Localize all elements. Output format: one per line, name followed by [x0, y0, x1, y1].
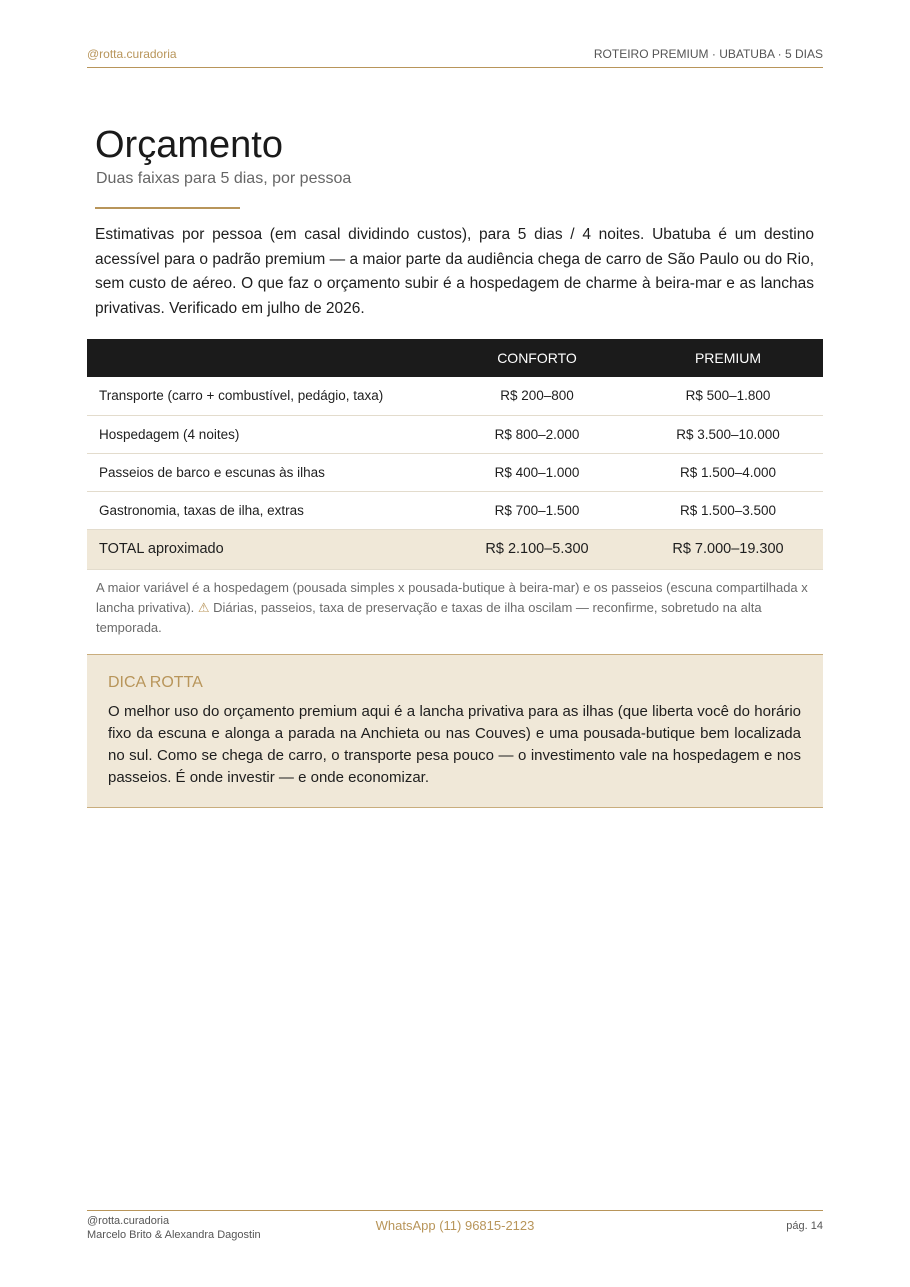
- footer-authors: Marcelo Brito & Alexandra Dagostin: [87, 1229, 261, 1241]
- row-premium-value: R$ 1.500–3.500: [633, 491, 823, 529]
- header-brand: @rotta.curadoria: [87, 47, 177, 61]
- tip-body: O melhor uso do orçamento premium aqui é a lancha privativa para as ilhas (que liberta você do horário fixo da escuna e alonga a parada na Anchieta ou nas Couves) e uma pousada-butique bem localizada no sul. Como se chega de carro, o transporte pesa pouco — o investimento vale na hospedagem e nos passeios. É onde investir — e onde economizar.: [108, 703, 801, 786]
- title-divider: [95, 207, 240, 209]
- table-row: [87, 415, 823, 453]
- intro-paragraph: Estimativas por pessoa (em casal dividindo custos), para 5 dias / 4 noites. Ubatuba é um destino acessível para o padrão premium — a maior parte da audiência chega de carro de São Paulo ou do Rio, sem custo de aéreo. O que faz o orçamento subir é a hospedagem de charme à beira-mar e as lanchas privativas. Verificado em julho de 2026.: [95, 226, 814, 317]
- footer-brand: @rotta.curadoria: [87, 1215, 170, 1227]
- page-footer: [87, 1210, 823, 1250]
- row-conforto-value: R$ 200–800: [441, 377, 633, 415]
- page-subtitle: Duas faixas para 5 dias, por pessoa: [96, 170, 352, 187]
- row-label: Transporte (carro + combustível, pedágio, taxa): [87, 377, 441, 415]
- budget-note: [96, 578, 812, 638]
- row-conforto-value: R$ 700–1.500: [441, 491, 633, 529]
- table-header-row: [87, 339, 823, 377]
- header-doc-label: ROTEIRO PREMIUM · UBATUBA · 5 DIAS: [593, 47, 823, 61]
- tip-title: DICA ROTTA: [108, 674, 203, 691]
- table-total-row: [87, 529, 823, 569]
- budget-table: [87, 339, 823, 570]
- table-row: [87, 453, 823, 491]
- table-row: [87, 491, 823, 529]
- footer-whatsapp-contact: WhatsApp (11) 96815-2123: [375, 1218, 535, 1233]
- page-number: pág. 14: [786, 1220, 823, 1232]
- page-title: Orçamento: [95, 124, 283, 166]
- note-text-after: Diárias, passeios, taxa de preservação e taxas de ilha oscilam — reconfirme, sobretudo na alta temporada.: [96, 600, 762, 635]
- column-header-conforto: CONFORTO: [441, 339, 633, 377]
- column-header-item: [87, 339, 441, 377]
- row-label: Hospedagem (4 noites): [87, 415, 441, 453]
- total-conforto-value: R$ 2.100–5.300: [441, 529, 633, 569]
- row-premium-value: R$ 3.500–10.000: [633, 415, 823, 453]
- total-premium-value: R$ 7.000–19.300: [633, 529, 823, 569]
- column-header-premium: PREMIUM: [633, 339, 823, 377]
- row-premium-value: R$ 1.500–4.000: [633, 453, 823, 491]
- total-label: TOTAL aproximado: [87, 529, 441, 569]
- page-header: [87, 46, 823, 68]
- row-conforto-value: R$ 400–1.000: [441, 453, 633, 491]
- note-text-before: A maior variável é a hospedagem (pousada simples x pousada-butique à beira-mar) e os passeios (escuna compartilhada x lancha privativa).: [96, 580, 808, 615]
- row-label: Passeios de barco e escunas às ilhas: [87, 453, 441, 491]
- warning-icon: ⚠: [197, 600, 210, 615]
- row-conforto-value: R$ 800–2.000: [441, 415, 633, 453]
- tip-box: [87, 654, 823, 808]
- row-label: Gastronomia, taxas de ilha, extras: [87, 491, 441, 529]
- table-row: [87, 377, 823, 415]
- row-premium-value: R$ 500–1.800: [633, 377, 823, 415]
